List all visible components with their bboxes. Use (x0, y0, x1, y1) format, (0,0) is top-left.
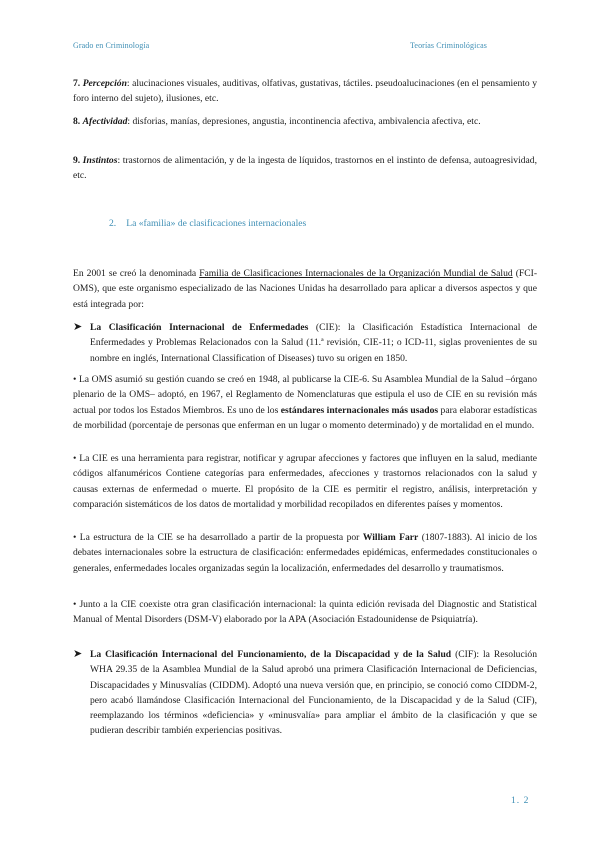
section-number: 2. (109, 218, 117, 229)
item-8-text: : disforias, manías, depresiones, angustia, incontinencia afectiva, ambivalencia afectiva, etc. (127, 116, 481, 127)
fci-oms-link[interactable]: Familia de Clasificaciones Internacionales de la Organización Mundial de Salud (199, 268, 513, 279)
oms-pre: • La OMS asumió su gestión cuando se creó en 1948, al publicarse la CIE-6. Su Asamblea Mundial de la Salud –órgano plenario de la OMS– adoptó, en 1967, el Reglamento de Nomenclaturas que estipula el uso de CIE en su revisión más actual por todos los Estados Miembros. Es uno de los (73, 374, 537, 416)
item-9-num: 9. (73, 155, 81, 166)
intro-pre: En 2001 se creó la denominada (73, 268, 200, 279)
item-9 (73, 153, 537, 184)
bullet-cie (73, 320, 537, 366)
estructura-post: (1807-1883). Al inicio de los debates internacionales sobre la estructura de clasificación: enfermedades epidémicas, enfermedades constitucionales o generales, enfermedades locales organizadas según la localización, enfermedades del desarrollo y traumatismos. (73, 532, 537, 574)
paragraph-dsm: • Junto a la CIE coexiste otra gran clasificación internacional: la quinta edición revisada del Diagnostic and Statistical Manual of Mental Disorders (DSM-V) elaborado por la APA (Asociación Estadounidense de Psiquiatría). (73, 599, 537, 626)
section-title: La «familia» de clasificaciones internacionales (126, 218, 307, 229)
header-right: Teorías Criminológicas (410, 41, 487, 50)
section-heading (109, 218, 306, 229)
item-9-text: : trastornos de alimentación, y de la ingesta de líquidos, trastornos en el instinto de defensa, autoagresividad, etc. (73, 155, 537, 182)
paragraph-oms (73, 372, 537, 433)
bullet-cie-bold: La Clasificación Internacional de Enfermedades (90, 322, 309, 333)
item-7-term (73, 78, 127, 89)
item-7-term-text: Percepción (82, 78, 127, 89)
page-number: 1. 2 (511, 795, 530, 806)
item-9-term (73, 155, 117, 166)
item-7 (73, 76, 537, 107)
bullet-cif-text (90, 647, 537, 739)
paragraph-herramienta: • La CIE es una herramienta para registrar, notificar y agrupar afecciones y factores que influyen en la salud, mediante códigos alfanuméricos Contiene categorías para enfermedades, afecciones y trastornos relacionados con la salud y causas externas de enfermedad o muerte. El propósito de la CIE es permitir el registro, análisis, interpretación y comparación sistemáticos de los datos de mortalidad y morbilidad recopilados en diferentes países y momentos. (73, 453, 537, 510)
item-7-num: 7. (73, 78, 81, 89)
estructura-bold: William Farr (362, 532, 419, 543)
oms-bold: estándares internacionales más usados (280, 404, 439, 416)
estructura-pre: • La estructura de la CIE se ha desarrollado a partir de la propuesta por (73, 532, 363, 543)
item-8 (73, 114, 537, 129)
arrow-bullet-icon: ➤ (73, 321, 83, 333)
bullet-cie-body: (CIE): la Clasificación Estadística Internacional de Enfermedades y Problemas Relacionados con la Salud (11.ª revisión, CIE-11; o ICD-11, siglas provenientes de su nombre en inglés, International Classification of Diseases) tuvo su origen en 1850. (90, 322, 537, 364)
paragraph-estructura (73, 530, 537, 576)
item-9-term-text: Instintos (82, 155, 118, 166)
intro-paragraph (73, 266, 537, 312)
bullet-cif-bold: La Clasificación Internacional del Funcionamiento, de la Discapacidad y de la Salud (90, 649, 452, 660)
item-7-text: : alucinaciones visuales, auditivas, olfativas, gustativas, táctiles. pseudoalucinaciones (en el pensamiento y foro interno del sujeto), ilusiones, etc. (73, 78, 537, 105)
item-8-term (73, 116, 127, 127)
intro-post: (FCI-OMS), que este organismo especializado de las Naciones Unidas ha desarrollado para aplicar a diversos aspectos y que está integrada por: (73, 268, 538, 310)
item-8-num: 8. (73, 116, 81, 127)
bullet-cif-body: (CIF): la Resolución WHA 29.35 de la Asamblea Mundial de la Salud aprobó una primera Clasificación Internacional de Deficiencias, Discapacidades y Minusvalías (CIDDM). Adoptó una nueva versión que, en principio, se conoció como CIDDM-2, pero acabó llamándose Clasificación Internacional del Funcionamiento, de la Discapacidad y de la Salud (CIF), reemplazando los términos «deficiencia» y «minusvalía» para ampliar el ámbito de la clasificación y que se pudieran describir también experiencias positivas. (90, 649, 537, 737)
oms-post: para elaborar estadísticas de morbilidad (porcentaje de personas que enferman en un lugar o momento determinado) y de mortalidad en el mundo. (73, 404, 537, 431)
bullet-cie-text (90, 320, 537, 366)
header-left: Grado en Criminología (73, 41, 150, 50)
item-8-term-text: Afectividad (82, 116, 128, 127)
bullet-cif (73, 647, 537, 739)
arrow-bullet-icon: ➤ (73, 648, 83, 660)
